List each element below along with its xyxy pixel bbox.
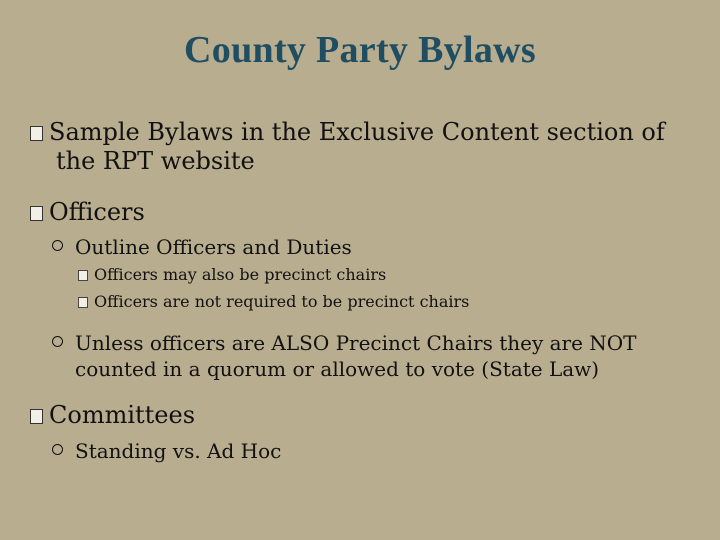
bullet-text-continued: the RPT website	[56, 147, 255, 175]
ring-bullet-icon	[52, 336, 63, 347]
sub-sub-bullet-text: Officers are not required to be precinct chairs	[94, 292, 470, 311]
small-box-bullet-icon	[78, 270, 88, 281]
bullet-text: Sample Bylaws in the Exclusive Content section of	[49, 118, 665, 146]
sub-bullet-standing	[52, 438, 281, 464]
sub-bullet-text: Unless officers are ALSO Precinct Chairs they are NOT	[75, 331, 637, 355]
sub-sub-bullet-text: Officers may also be precinct chairs	[94, 265, 387, 284]
bullet-text: Officers	[49, 198, 145, 226]
sub-bullet-outline	[52, 234, 352, 260]
box-bullet-icon	[30, 126, 43, 141]
sub-bullet-text-continued: counted in a quorum or allowed to vote (State Law)	[75, 357, 600, 381]
sub-bullet-text: Outline Officers and Duties	[75, 235, 352, 259]
slide-title: County Party Bylaws	[184, 29, 536, 71]
sub-bullet-text: Standing vs. Ad Hoc	[75, 439, 282, 463]
sub-bullet-unless	[52, 330, 637, 382]
bullet-sample-bylaws	[30, 118, 665, 176]
sub-sub-bullet-1	[78, 265, 386, 285]
ring-bullet-icon	[52, 240, 63, 251]
box-bullet-icon	[30, 206, 43, 221]
box-bullet-icon	[30, 409, 43, 424]
sub-sub-bullet-2	[78, 292, 469, 312]
bullet-text: Committees	[49, 401, 196, 429]
bullet-officers	[30, 198, 145, 227]
small-box-bullet-icon	[78, 297, 88, 308]
bullet-committees	[30, 401, 195, 430]
ring-bullet-icon	[52, 444, 63, 455]
